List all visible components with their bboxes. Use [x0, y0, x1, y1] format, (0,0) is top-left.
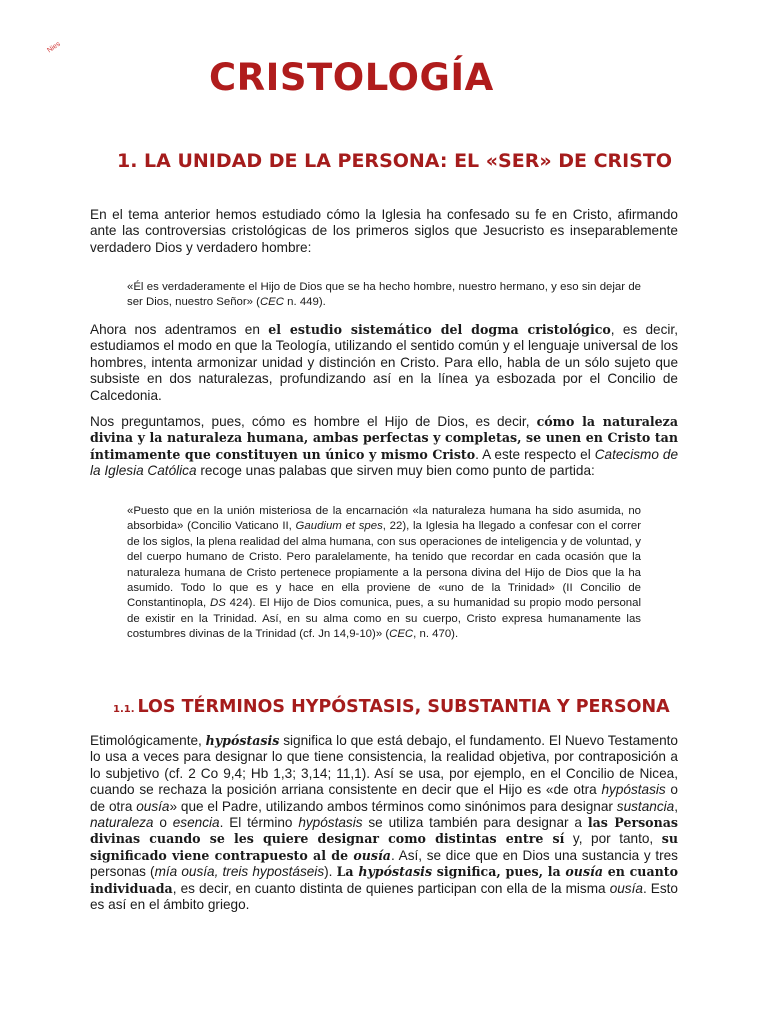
quote-text: «Puesto que en la unión misteriosa de la encarnación «la naturaleza humana ha sido asumida, no absorbida» (Concilio Vaticano II, [127, 505, 641, 533]
italic-text: Catecismo de la Iglesia Católica [90, 446, 679, 479]
italic-text: Gaudium et spes [295, 520, 383, 533]
section-heading-1-1 [113, 697, 670, 717]
text: . A este respecto el [475, 446, 595, 462]
italic-text: naturaleza [90, 815, 154, 831]
text: Etimológicamente, [90, 733, 206, 748]
text: , es decir, estudiamos el modo en que la Teología, utilizando el sentido común y el lenguaje universal de los hombres, intenta armonizar unidad y distinción en Cristo. Para ello, habla de un sólo sujeto que subsiste en dos naturalezas, profundizando así en la línea ya esbozada por el Concilio de Calcedonia. [90, 322, 678, 403]
bold-text: en cuanto individuada [90, 864, 678, 896]
section-label: LOS TÉRMINOS HYPÓSTASIS, SUBSTANTIA Y PERSONA [137, 697, 670, 717]
bold-text: las Personas divinas cuando se les quiere designar como distintas entre sí [90, 815, 678, 847]
quote-cec-470 [127, 504, 641, 643]
italic-text: mía ousía, treis hypostáseis [154, 864, 325, 880]
quote-text: , 22), la Iglesia ha llegado a confesar con el correr de los siglos, la plena realidad del alma humana, con sus operaciones de inteligencia y de voluntad, y del cuerpo humano de Cristo. Pero paralelamente, ha tenido que recordar en cada ocasión que la naturaleza humana de Cristo pertenece propiamente a la persona divina del Hijo de Dios que la ha asumido. Todo lo que es y hace en ella proviene de «uno de la Trinidad» (II Concilio de Constantinopla, [127, 520, 642, 610]
bold-text: el estudio sistemático del dogma cristológico [268, 322, 611, 337]
corner-stamp: Nies [46, 40, 62, 55]
page-title: CRISTOLOGÍA [209, 56, 494, 99]
quote-cec-449 [127, 280, 641, 311]
text: . Esto es así en el ámbito griego. [90, 880, 678, 913]
bold-italic-text: ousía [565, 864, 603, 880]
quote-text: «Él es verdaderamente el Hijo de Dios que se ha hecho hombre, nuestro hermano, y eso sin dejar de ser Dios, nuestro Señor» ( [127, 281, 641, 309]
paragraph-systematic-study [90, 322, 678, 404]
quote-text: , n. 470). [413, 628, 459, 641]
text: . Así, se dice que en Dios una sustancia y tres personas ( [90, 847, 678, 880]
paragraph-etymology [90, 733, 678, 913]
bold-text: cómo la naturaleza divina y la naturaleza humana, ambas perfectas y completas, se unen en Cristo tan íntimamente que constituyen un único y mismo Cristo [90, 414, 678, 462]
text: , es decir, en cuanto distinta de quienes participan con ella de la misma [172, 880, 610, 896]
text: significa lo que está debajo, el fundamento. El Nuevo Testamento lo usa a veces para designar lo que tiene consistencia, la realidad objetiva, por contraposición a lo subjetivo (cf. 2 Co 9,4; Hb 1,3; 3,14; 11,1). Así se usa, por ejemplo, en el Concilio de Nicea, cuando se rechaza la posición arriana consistente en decir que el Hijo es «de otra [90, 733, 678, 798]
text: Nos preguntamos, pues, cómo es hombre el Hijo de Dios, es decir, [90, 414, 537, 429]
text: Ahora nos adentramos en [90, 322, 269, 337]
text: » que el Padre, utilizando ambos términos como sinónimos para designar [169, 798, 617, 814]
italic-text: DS [210, 597, 226, 610]
italic-text: sustancia [616, 798, 675, 814]
italic-text: hypóstasis [298, 815, 363, 831]
paragraph-question [90, 414, 678, 480]
quote-citation: CEC [259, 296, 285, 309]
text: ). [324, 864, 337, 880]
text: recoge unas palabas que sirven muy bien como punto de partida: [196, 463, 595, 479]
bold-text: su significado viene contrapuesto al de [90, 831, 678, 863]
intro-paragraph: En el tema anterior hemos estudiado cómo la Iglesia ha confesado su fe en Cristo, afirmando ante las controversias cristológicas de los primeros siglos que Jesucristo es inseparablemente verdadero Dios y verdadero hombre: [90, 207, 678, 255]
text: se utiliza también para designar a [362, 815, 588, 831]
bold-text: La [336, 864, 359, 880]
quote-text: 424). El Hijo de Dios comunica, pues, a su humanidad su propio modo personal de existir en la Trinidad. Así, en su alma como en su cuerpo, Cristo expresa humanamente las costumbres divinas de la Trinidad (cf. Jn 14,9-10)» ( [127, 597, 641, 641]
quote-text: n. 449). [284, 296, 326, 309]
italic-text: esencia [172, 815, 220, 831]
italic-text: hypóstasis [601, 782, 666, 798]
italic-text: ousía [609, 880, 643, 896]
text: y, por tanto, [564, 831, 662, 847]
bold-text: significa, pues, la [432, 864, 566, 880]
section-heading-1: 1. LA UNIDAD DE LA PERSONA: EL «SER» DE CRISTO [117, 150, 673, 172]
bold-italic-text: hypóstasis [205, 733, 280, 748]
section-number: 1.1. [113, 704, 135, 715]
text: , [674, 798, 678, 814]
bold-italic-text: hypóstasis [358, 864, 433, 880]
bold-italic-text: ousía [353, 847, 391, 863]
italic-text: ousía [136, 798, 170, 814]
text: o de otra [90, 782, 678, 814]
text: o [153, 815, 173, 831]
italic-text: CEC [389, 628, 414, 641]
text: . El término [219, 815, 299, 831]
